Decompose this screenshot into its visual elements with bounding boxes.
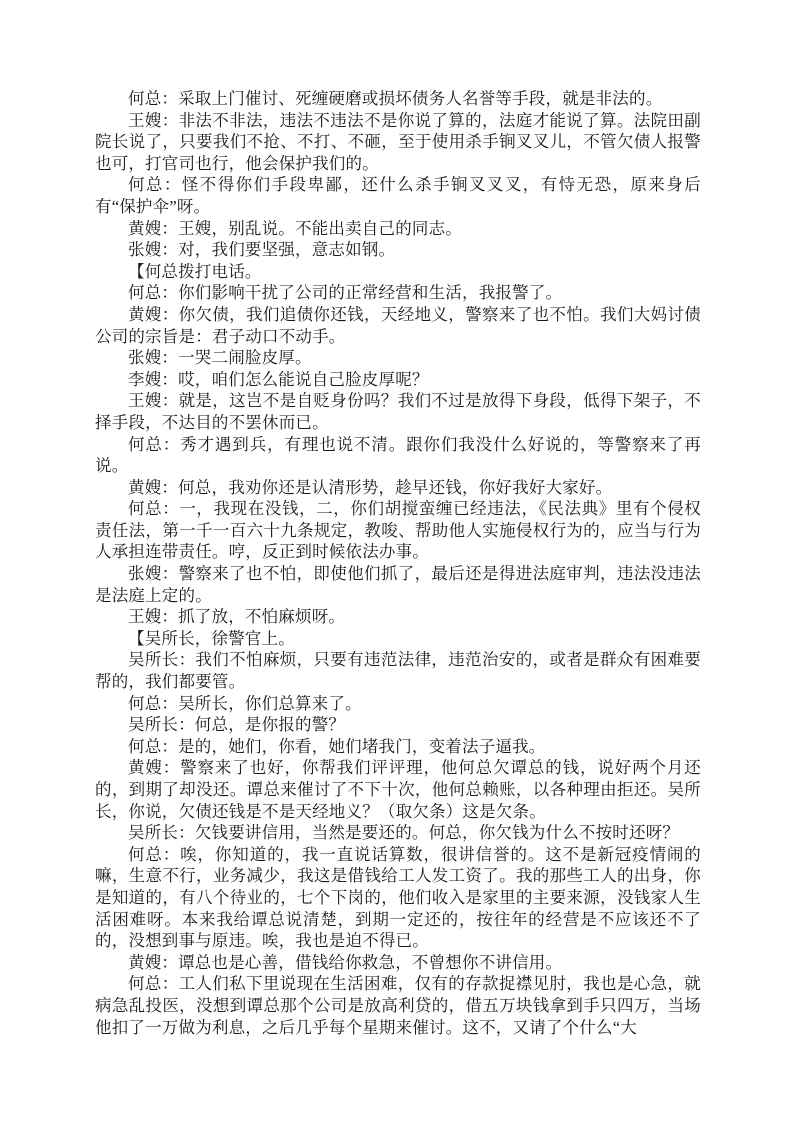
script-paragraph: 何总：采取上门催讨、死缠硬磨或损坏债务人名誉等手段，就是非法的。 (128, 89, 663, 108)
script-paragraph: 黄嫂：何总，我劝你还是认清形势，趁早还钱，你好我好大家好。 (128, 477, 613, 497)
script-paragraph: 吴所长：欠钱要讲信用，当然是要还的。何总，你欠钱为什么不按时还呀？ (128, 823, 680, 843)
script-paragraph: 何总：秀才遇到兵，有理也说不清。跟你们我没什么好说的，等警察来了再说。 (95, 434, 701, 476)
script-paragraph: 黄嫂：谭总也是心善，借钱给你救急，不曾想你不讲信用。 (128, 952, 563, 972)
script-paragraph: 张嫂：一哭二闹脸皮厚。 (128, 348, 312, 368)
script-paragraph: 何总：是的，她们，你看，她们堵我门，变着法子逼我。 (128, 736, 546, 756)
script-paragraph: 何总：怪不得你们手段卑鄙，还什么杀手锏叉叉叉，有恃无恐，原来身后有“保护伞”呀。 (95, 175, 701, 216)
script-paragraph: 王嫂：非法不非法，违法不违法不是你说了算的，法庭才能说了算。法院田副院长说了，只要我们不抢、不打、不砸，至于使用杀手锏叉叉儿，不管欠债人报警也可，打官司也行，他会保护我们的。 (95, 110, 701, 173)
script-paragraph: 何总：吴所长，你们总算来了。 (128, 693, 362, 713)
script-paragraph: 黄嫂：警察来了也好，你帮我们评评理，他何总欠谭总的钱，说好两个月还的，到期了却没还。谭总来催讨了不下十次，他何总赖账，以各种理由拒还。吴所长，你说，欠债还钱是不是天经地义？（取欠条）这是欠条。 (95, 758, 701, 821)
stage-direction: 【何总拨打电话。 (128, 261, 262, 281)
script-paragraph: 张嫂：警察来了也不怕，即使他们抓了，最后还是得进法庭审判，违法没违法是法庭上定的。 (95, 564, 701, 605)
script-paragraph: 王嫂：就是，这岂不是自贬身份吗？我们不过是放得下身段，低得下架子，不择手段，不达目的不罢休而已。 (95, 391, 701, 432)
script-paragraph: 何总：工人们私下里说现在生活困难，仅有的存款捉襟见肘，我也是心急，就病急乱投医，没想到谭总那个公司是放高利贷的，借五万块钱拿到手只四万，当场他扣了一万做为利息，之后几乎每个星期来催讨。这不，又请了个什么“大 (95, 974, 701, 1037)
script-paragraph: 何总：你们影响干扰了公司的正常经营和生活，我报警了。 (128, 283, 563, 303)
script-paragraph: 何总：一，我现在没钱，二，你们胡搅蛮缠已经违法，《民法典》里有个侵权责任法，第一千一百六十九条规定，教唆、帮助他人实施侵权行为的，应当与行为人承担连带责任。哼，反正到时候依法办事。 (95, 499, 701, 562)
stage-direction: 【吴所长，徐警官上。 (128, 628, 295, 648)
script-paragraph: 吴所长：我们不怕麻烦，只要有违范法律，违范治安的，或者是群众有困难要帮的，我们都要管。 (95, 650, 701, 692)
script-paragraph: 黄嫂：王嫂，别乱说。不能出卖自己的同志。 (128, 218, 462, 238)
script-paragraph: 黄嫂：你欠债，我们追债你还钱，天经地义，警察来了也不怕。我们大妈讨债公司的宗旨是：君子动口不动手。 (95, 304, 701, 346)
script-paragraph: 王嫂：抓了放，不怕麻烦呀。 (128, 607, 346, 627)
script-paragraph: 何总：唉，你知道的，我一直说话算数，很讲信誉的。这不是新冠疫情闹的嘛，生意不行，业务减少，我这是借钱给工人发工资了。我的那些工人的出身，你是知道的，有八个待业的，七个下岗的，他们收入是家里的主要来源，没钱家人生活困难呀。本来我给谭总说清楚，到期一定还的，按往年的经营是不应该还不了的，没想到事与原违。唉，我也是迫不得已。 (95, 844, 701, 951)
script-paragraph: 张嫂：对，我们要坚强，意志如钢。 (128, 240, 396, 260)
script-paragraph: 李嫂：哎，咱们怎么能说自己脸皮厚呢？ (128, 369, 429, 389)
script-paragraph: 吴所长：何总，是你报的警？ (128, 715, 346, 735)
